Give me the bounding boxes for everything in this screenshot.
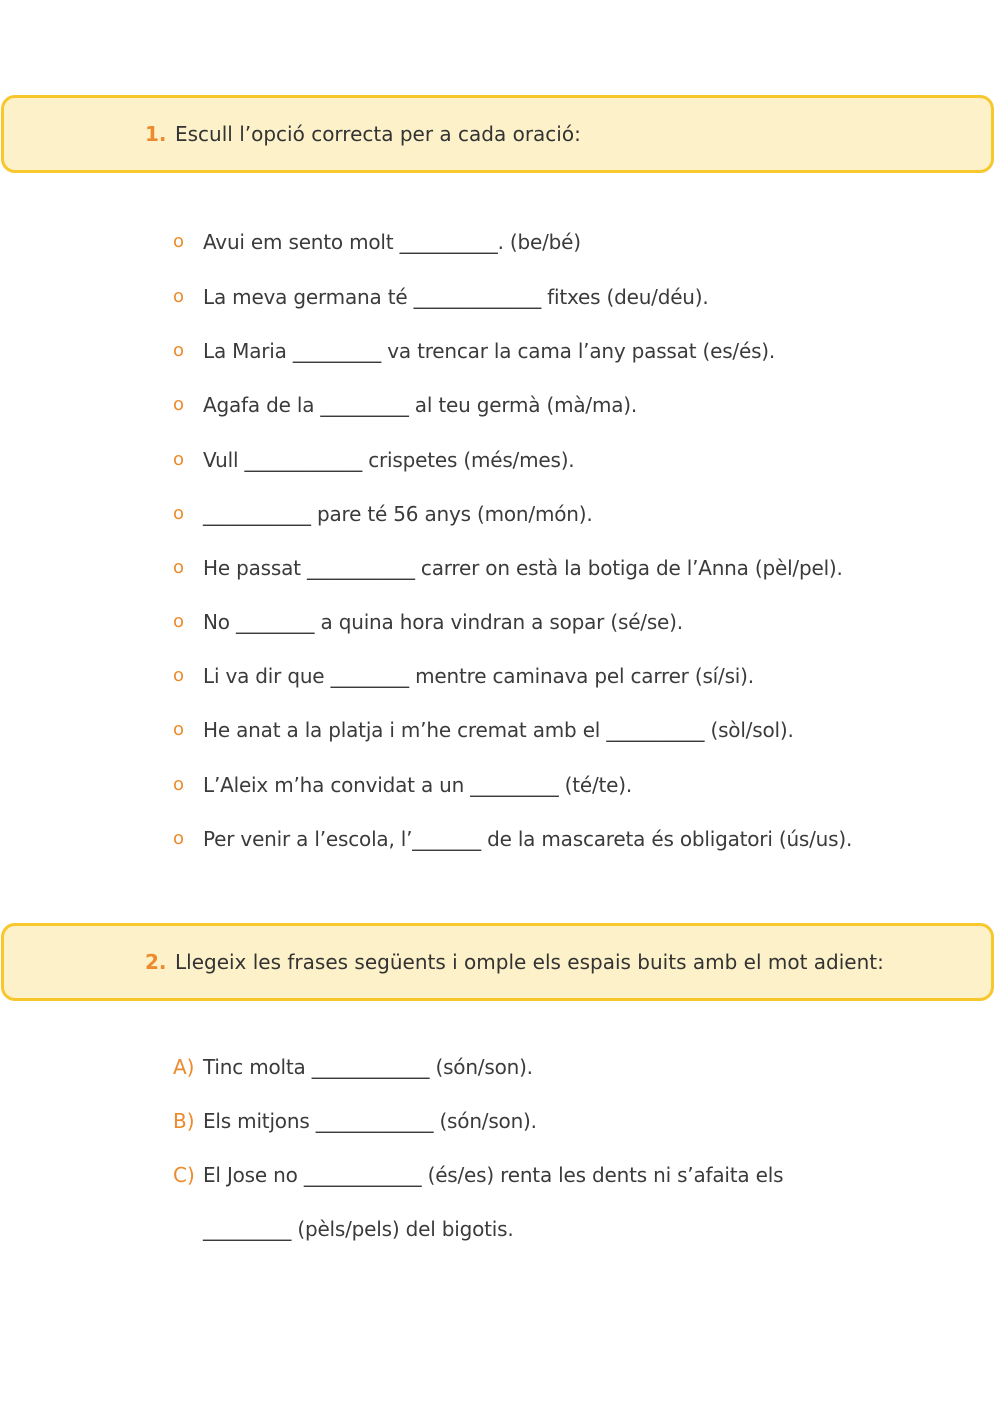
bullet-icon: o	[173, 449, 185, 470]
sentence-text[interactable]: Els mitjons ____________ (són/son).	[203, 1109, 537, 1133]
sentence-text[interactable]: He passat ___________ carrer on està la botiga de l’Anna (pèl/pel).	[203, 556, 843, 580]
section-1-header	[1, 95, 994, 173]
section-2-header	[1, 923, 994, 1001]
bullet-icon: o	[173, 394, 185, 415]
sentence-text[interactable]: Avui em sento molt __________. (be/bé)	[203, 230, 581, 254]
item-letter: B)	[173, 1109, 195, 1133]
bullet-icon: o	[173, 611, 185, 632]
sentence-text[interactable]: Agafa de la _________ al teu germà (mà/ma).	[203, 393, 638, 417]
section-1-number: 1.	[145, 122, 167, 146]
section-1-title: Escull l’opció correcta per a cada oració:	[175, 122, 581, 146]
sentence-text[interactable]: La meva germana té _____________ fitxes (deu/déu).	[203, 285, 709, 309]
bullet-icon: o	[173, 503, 185, 524]
sentence-text[interactable]: El Jose no ____________ (és/es) renta les dents ni s’afaita els	[203, 1163, 784, 1187]
sentence-text[interactable]: ___________ pare té 56 anys (mon/món).	[203, 502, 593, 526]
bullet-icon: o	[173, 286, 185, 307]
bullet-icon: o	[173, 719, 185, 740]
sentence-text[interactable]: La Maria _________ va trencar la cama l’any passat (es/és).	[203, 339, 776, 363]
bullet-icon: o	[173, 340, 185, 361]
sentence-text[interactable]: Li va dir que ________ mentre caminava pel carrer (sí/si).	[203, 664, 754, 688]
item-letter: C)	[173, 1163, 195, 1187]
bullet-icon: o	[173, 665, 185, 686]
sentence-text[interactable]: Per venir a l’escola, l’_______ de la mascareta és obligatori (ús/us).	[203, 827, 853, 851]
sentence-text[interactable]: Tinc molta ____________ (són/son).	[203, 1055, 533, 1079]
section-2-number: 2.	[145, 950, 167, 974]
bullet-icon: o	[173, 774, 185, 795]
bullet-icon: o	[173, 557, 185, 578]
item-letter: A)	[173, 1055, 195, 1079]
sentence-text[interactable]: He anat a la platja i m’he cremat amb el __________ (sòl/sol).	[203, 718, 794, 742]
section-2-title: Llegeix les frases següents i omple els espais buits amb el mot adient:	[175, 950, 884, 974]
bullet-icon: o	[173, 828, 185, 849]
sentence-text[interactable]: _________ (pèls/pels) del bigotis.	[203, 1217, 514, 1241]
sentence-text[interactable]: L’Aleix m’ha convidat a un _________ (té/te).	[203, 773, 633, 797]
sentence-text[interactable]: Vull ____________ crispetes (més/mes).	[203, 448, 575, 472]
bullet-icon: o	[173, 231, 185, 252]
sentence-text[interactable]: No ________ a quina hora vindran a sopar (sé/se).	[203, 610, 683, 634]
